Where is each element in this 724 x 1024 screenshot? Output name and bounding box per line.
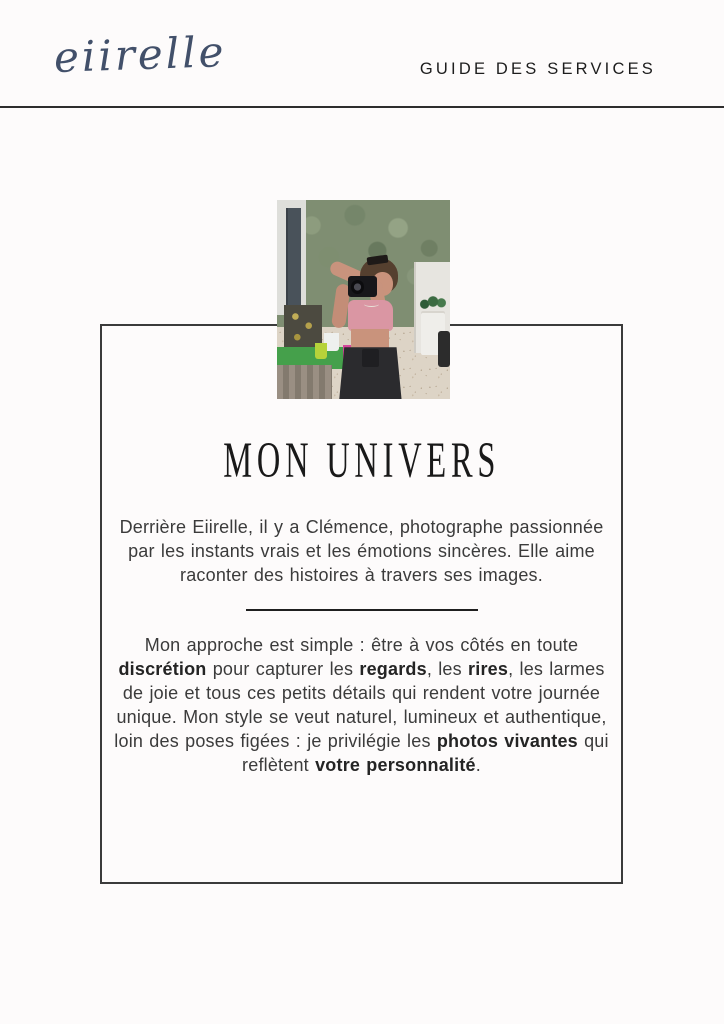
section-title: [102, 432, 621, 489]
about-section-box: [100, 324, 623, 884]
person-midriff: [351, 329, 389, 349]
dark-chair: [438, 331, 450, 367]
header-divider: [0, 106, 724, 108]
brand-logo: eiirelle: [53, 27, 228, 82]
lime-flower-pot: [315, 343, 327, 359]
intro-paragraph: Derrière Eiirelle, il y a Clémence, photographe passionnée par les instants vrais et les émotions sincères. Elle aime raconter des histoires à travers ses images.: [119, 516, 604, 585]
paragraph-divider: [246, 609, 478, 611]
wooden-planks: [277, 365, 332, 399]
photographer-portrait-photo: [277, 200, 450, 399]
belt-knot: [362, 349, 379, 367]
document-title: GUIDE DES SERVICES: [419, 60, 656, 78]
camera-lens-icon: [351, 280, 365, 294]
section-title-text: MON UNIVERS: [223, 431, 500, 489]
approach-paragraph: Mon approche est simple : être à vos côtés en toute discrétion pour capturer les regards, les rires, les larmes de joie et tous ces petits détails qui rendent votre journée unique. Mon style se veut naturel, lumineux et authentique, loin des poses figées : je privilégie les photos vivantes qui reflètent votre personnalité.: [114, 634, 609, 775]
